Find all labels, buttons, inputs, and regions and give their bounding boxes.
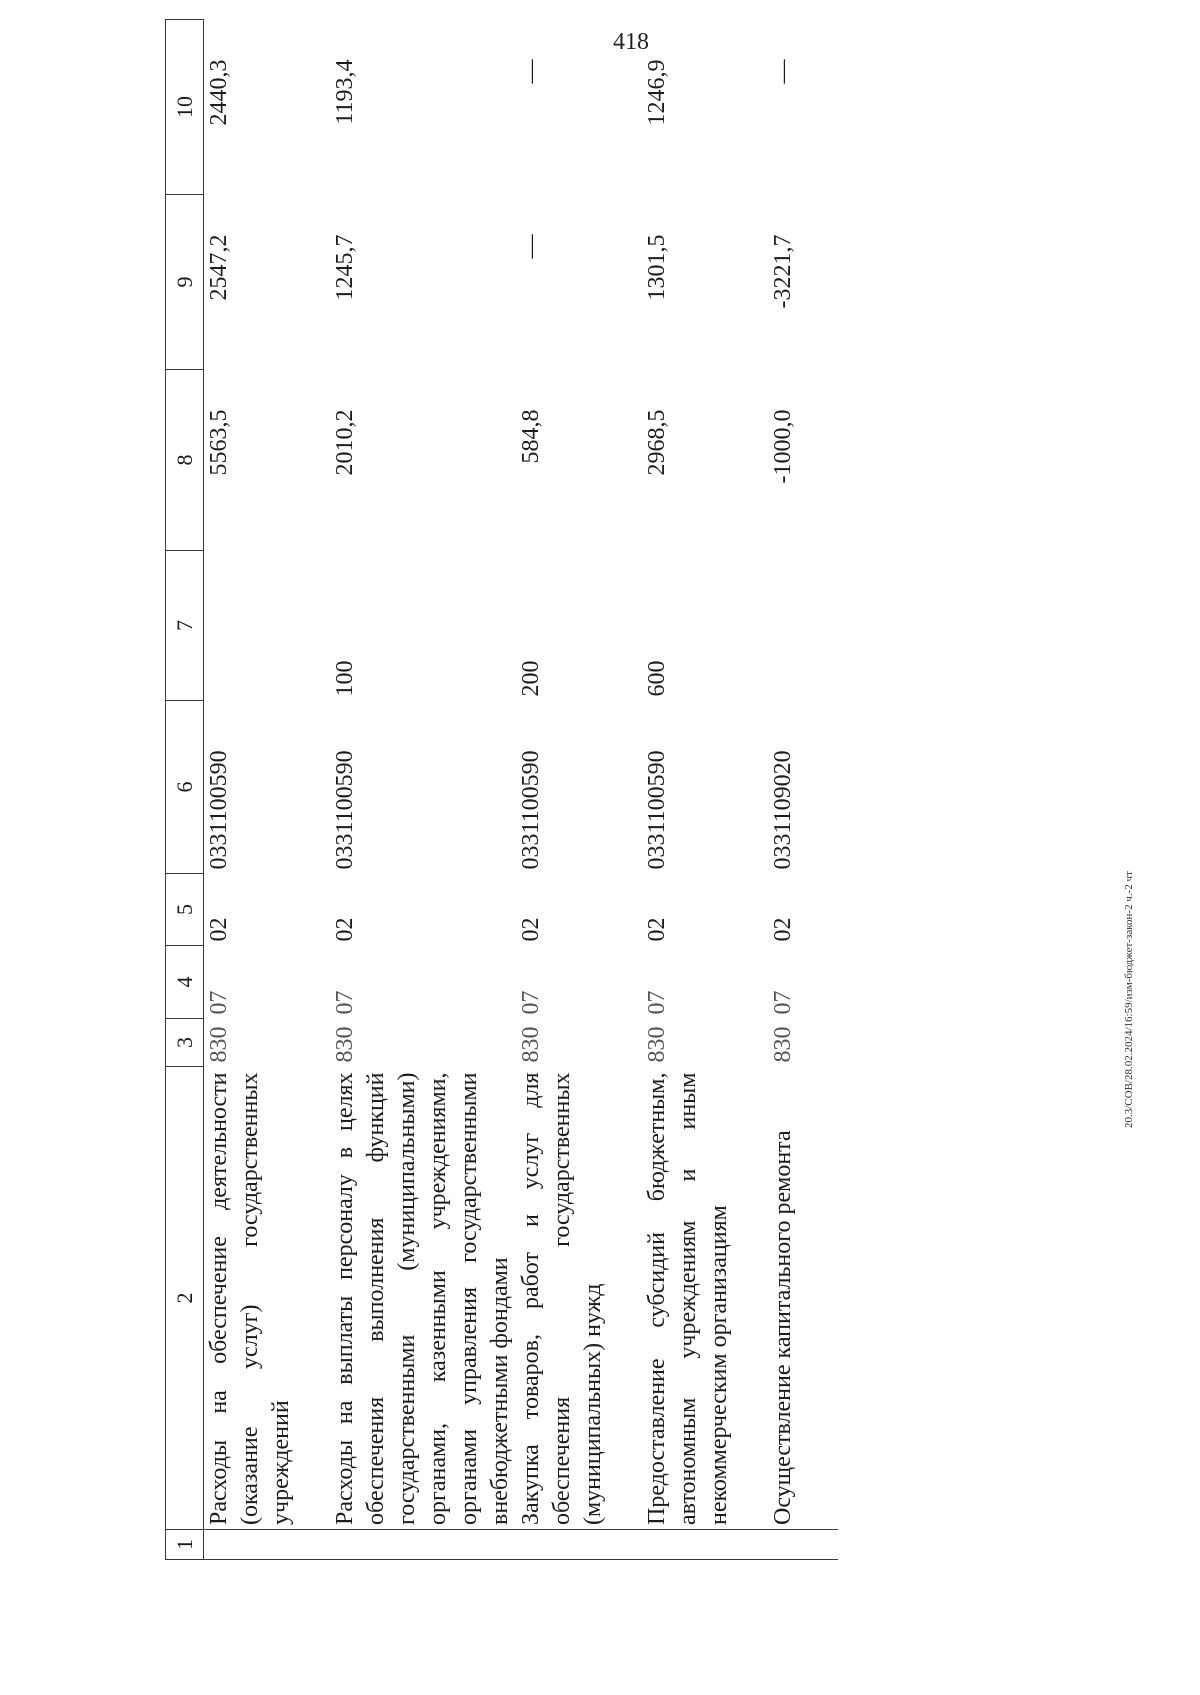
target-article-code: 0331100590	[206, 750, 232, 870]
column-number-row	[166, 20, 204, 1560]
amount-col-9: 2547,2	[206, 234, 232, 301]
row-number-cell	[768, 1530, 838, 1560]
table-row	[330, 20, 516, 1560]
subsection-code: 02	[206, 917, 232, 942]
section-code: 07	[518, 990, 544, 1015]
row-description: Осуществление капитального ремонта	[770, 1130, 796, 1525]
row-number-cell	[642, 1530, 768, 1560]
expense-type-code	[204, 551, 331, 701]
ministry-code: 830	[518, 1026, 544, 1063]
ministry-code: 830	[206, 1026, 232, 1063]
table-row	[768, 20, 838, 1560]
row-description: Предоставление субсидий бюджетным, автономным учреждениям и иным некоммерческим организациям	[644, 1072, 732, 1525]
amount-col-10: 1193,4	[332, 59, 358, 125]
column-header: 5	[166, 874, 204, 946]
amount-col-9: -3221,7	[770, 234, 796, 309]
expense-type-code: 200	[518, 660, 544, 697]
section-code: 07	[644, 990, 670, 1015]
amount-col-8: -1000,0	[770, 409, 796, 484]
row-description: Закупка товаров, работ и услуг для обеспечения государственных (муниципальных) нужд	[518, 1072, 606, 1525]
column-header: 1	[166, 1530, 204, 1560]
budget-table	[165, 19, 838, 1560]
section-code: 07	[770, 990, 796, 1015]
row-number-cell	[330, 1530, 516, 1560]
subsection-code: 02	[770, 917, 796, 942]
page-number: 418	[613, 29, 649, 55]
amount-col-10: —	[518, 59, 544, 84]
table-row	[204, 20, 331, 1560]
amount-col-10: —	[770, 59, 796, 84]
column-header: 8	[166, 370, 204, 551]
expense-type-code: 100	[332, 660, 358, 697]
column-header: 10	[166, 20, 204, 195]
section-code: 07	[332, 990, 358, 1015]
column-header: 7	[166, 551, 204, 701]
amount-col-9: 1301,5	[644, 234, 670, 301]
amount-col-10: 2440,3	[206, 59, 232, 126]
subsection-code: 02	[332, 917, 358, 942]
amount-col-10: 1246,9	[644, 59, 670, 126]
amount-col-9: —	[518, 234, 544, 259]
row-description: Расходы на выплаты персоналу в целях обеспечения выполнения функций государственными (муниципальными) органами, казенными учреждениями, органами управления государственными внебюджетными фондами	[332, 1072, 513, 1525]
ministry-code: 830	[644, 1026, 670, 1063]
row-description: Расходы на обеспечение деятельности (оказание услуг) государственных учреждений	[206, 1072, 294, 1525]
target-article-code: 0331100590	[518, 750, 544, 870]
subsection-code: 02	[518, 917, 544, 942]
amount-col-8: 2968,5	[644, 409, 670, 476]
section-code: 07	[206, 990, 232, 1015]
amount-col-8: 2010,2	[332, 409, 358, 476]
row-number-cell	[516, 1530, 642, 1560]
target-article-code: 0331109020	[770, 750, 796, 870]
target-article-code: 0331100590	[644, 750, 670, 870]
expense-type-code	[768, 551, 838, 701]
column-header: 4	[166, 946, 204, 1019]
table-row	[516, 20, 642, 1560]
document-footer: 20.3/СОВ/28.02.2024/16:59/изм-бюджет-закон-2 ч.-2 чт	[1123, 871, 1135, 1128]
subsection-code: 02	[644, 917, 670, 942]
column-header: 3	[166, 1019, 204, 1067]
column-header: 2	[166, 1067, 204, 1530]
column-header: 6	[166, 701, 204, 874]
column-header: 9	[166, 195, 204, 370]
amount-col-9: 1245,7	[332, 234, 358, 301]
row-number-cell	[204, 1530, 331, 1560]
target-article-code: 0331100590	[332, 750, 358, 870]
amount-col-8: 584,8	[518, 409, 544, 464]
ministry-code: 830	[332, 1026, 358, 1063]
ministry-code: 830	[770, 1026, 796, 1063]
amount-col-8: 5563,5	[206, 409, 232, 476]
table-row	[642, 20, 768, 1560]
budget-table-rotated	[165, 59, 1185, 1560]
expense-type-code: 600	[644, 660, 670, 697]
